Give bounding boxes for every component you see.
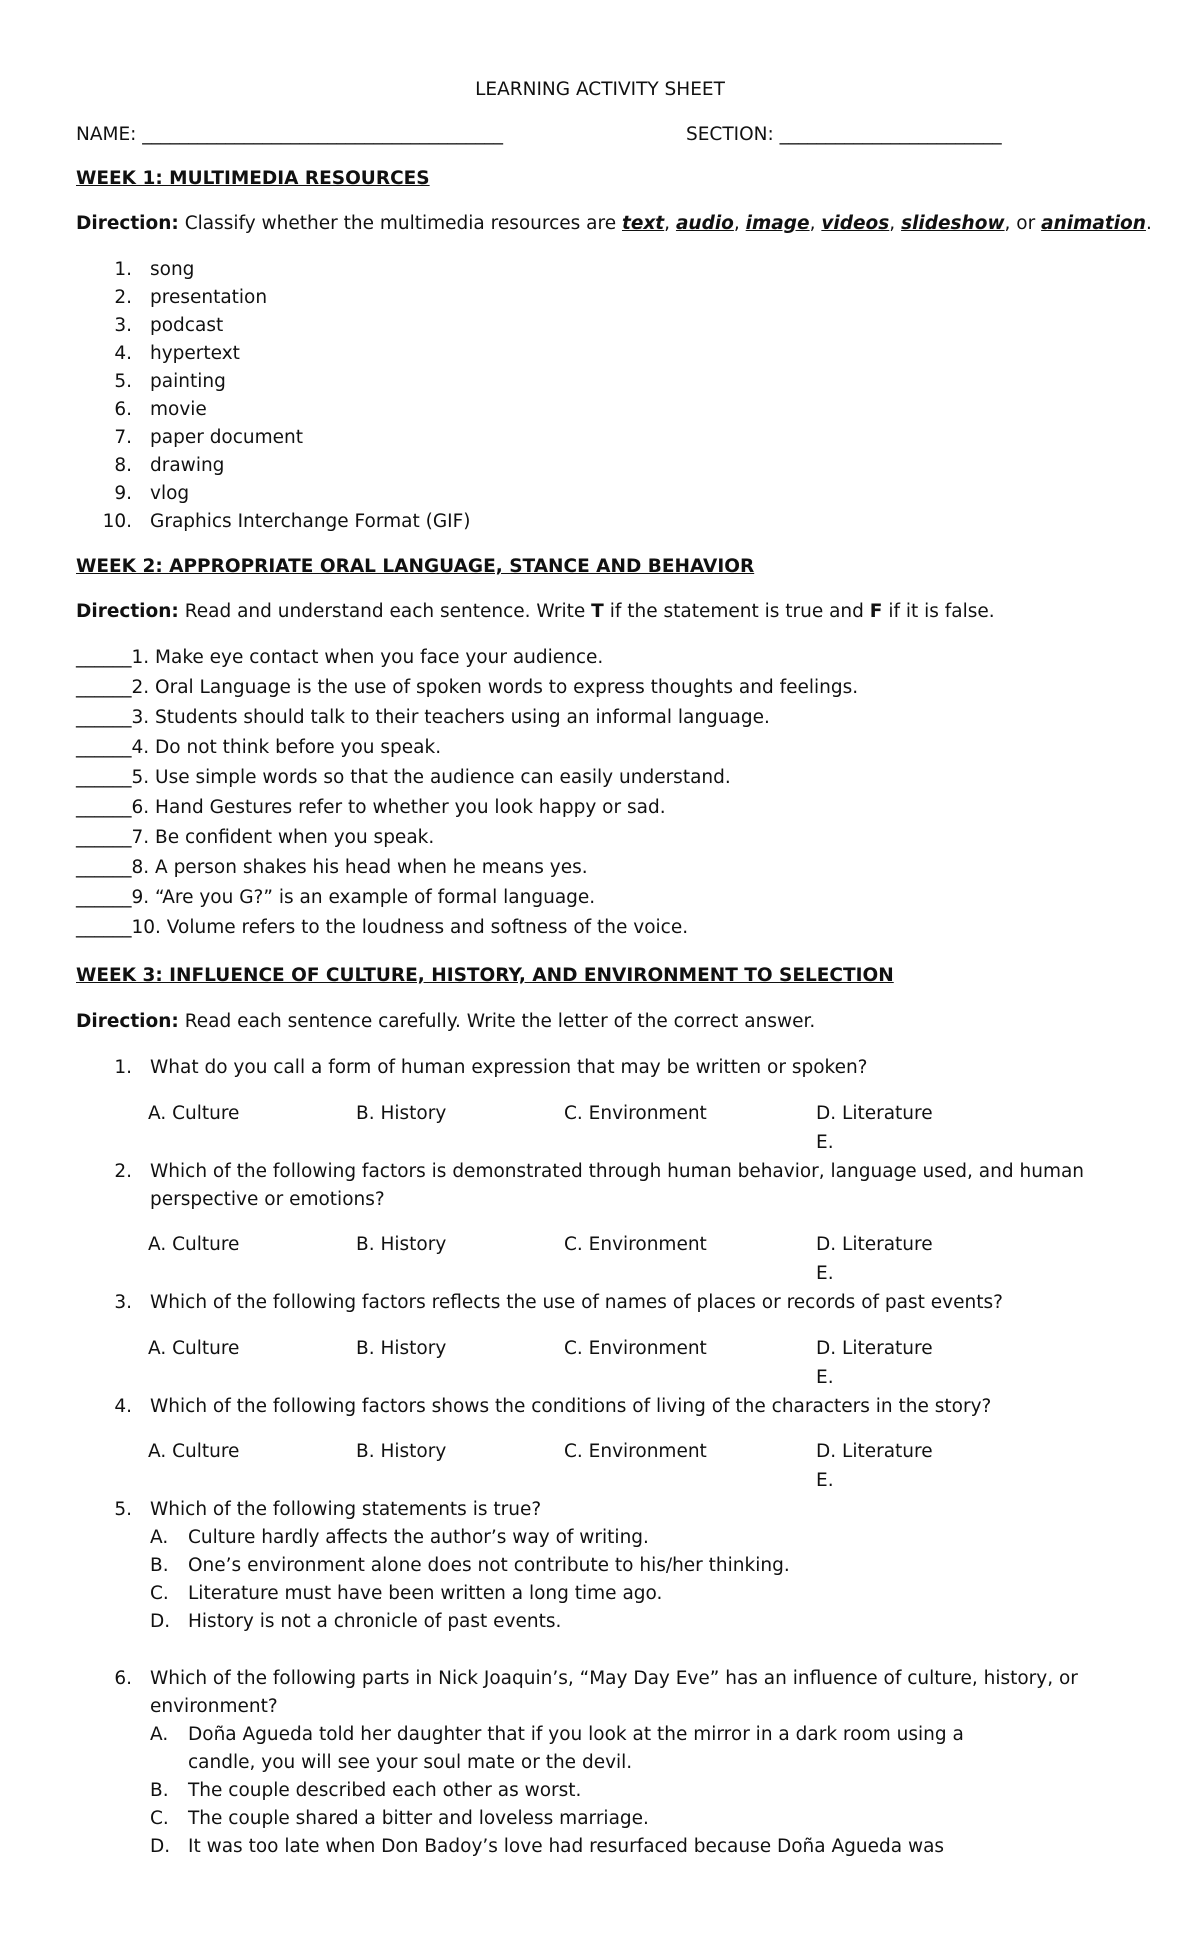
option-videos: videos (821, 213, 890, 234)
choice-e: E. (816, 1470, 834, 1491)
option-letter: A. (150, 1724, 169, 1745)
true-false-item: ______2. Oral Language is the use of spoken words to express thoughts and feelings. (76, 677, 859, 698)
name-label: NAME: (76, 124, 137, 145)
list-item: movie (150, 399, 207, 420)
option-animation: animation (1041, 213, 1146, 234)
true-false-item: ______9. “Are you G?” is an example of formal language. (76, 887, 596, 908)
question-number: 2. (114, 1161, 132, 1182)
option-letter: C. (150, 1808, 169, 1829)
option-text: History is not a chronicle of past events. (188, 1611, 562, 1632)
option-letter: D. (150, 1611, 171, 1632)
sep: , or (1004, 213, 1036, 234)
true-false-item: ______6. Hand Gestures refer to whether you look happy or sad. (76, 797, 666, 818)
item-number: 8. (114, 455, 132, 476)
option-text: Literature must have been written a long time ago. (188, 1583, 663, 1604)
choice-e: E. (816, 1263, 834, 1284)
choice-c: C. Environment (564, 1338, 707, 1359)
choice-a: A. Culture (148, 1338, 240, 1359)
section-label: SECTION: (686, 124, 774, 145)
option-letter: C. (150, 1583, 169, 1604)
option-letter: B. (150, 1780, 169, 1801)
sep: . (1145, 213, 1152, 234)
false-letter: F (869, 601, 883, 622)
true-false-item: ______5. Use simple words so that the audience can easily understand. (76, 767, 731, 788)
choice-c: C. Environment (564, 1234, 707, 1255)
option-audio: audio (675, 213, 734, 234)
sep: , (664, 213, 671, 234)
option-text-cont: candle, you will see your soul mate or the devil. (188, 1752, 633, 1773)
option-text: Culture hardly affects the author’s way of writing. (188, 1527, 649, 1548)
list-item: Graphics Interchange Format (GIF) (150, 511, 471, 532)
name-blank[interactable]: _______________________________________ (142, 124, 504, 145)
direction-label: Direction: (76, 1011, 179, 1032)
choice-a: A. Culture (148, 1441, 240, 1462)
question-text-cont: environment? (150, 1696, 278, 1717)
choice-b: B. History (356, 1338, 447, 1359)
direction-text: if the statement is true and (609, 601, 864, 622)
option-image: image (745, 213, 810, 234)
choice-d: D. Literature (816, 1338, 933, 1359)
list-item: podcast (150, 315, 224, 336)
item-number: 1. (114, 259, 132, 280)
list-item: presentation (150, 287, 268, 308)
list-item: painting (150, 371, 226, 392)
option-letter: A. (150, 1527, 169, 1548)
question-text: What do you call a form of human expression that may be written or spoken? (150, 1057, 868, 1078)
list-item: paper document (150, 427, 304, 448)
true-false-item: ______1. Make eye contact when you face your audience. (76, 647, 604, 668)
item-number: 7. (114, 427, 132, 448)
question-text: Which of the following factors shows the conditions of living of the characters in the story? (150, 1396, 992, 1417)
question-text: Which of the following statements is true? (150, 1499, 542, 1520)
week3-heading: WEEK 3: INFLUENCE OF CULTURE, HISTORY, AND ENVIRONMENT TO SELECTION (76, 965, 894, 986)
direction-text: Read each sentence carefully. Write the letter of the correct answer. (184, 1011, 816, 1032)
week2-heading: WEEK 2: APPROPRIATE ORAL LANGUAGE, STANCE AND BEHAVIOR (76, 556, 755, 577)
name-field[interactable] (76, 124, 503, 145)
sep: , (889, 213, 896, 234)
question-text: Which of the following factors reflects the use of names of places or records of past events? (150, 1292, 1003, 1313)
option-slideshow: slideshow (901, 213, 1005, 234)
option-text: The couple described each other as worst. (188, 1780, 582, 1801)
question-number: 6. (114, 1668, 132, 1689)
direction-text: Classify whether the multimedia resources are (184, 213, 617, 234)
item-number: 6. (114, 399, 132, 420)
question-number: 4. (114, 1396, 132, 1417)
question-number: 5. (114, 1499, 132, 1520)
question-number: 1. (114, 1057, 132, 1078)
option-letter: B. (150, 1555, 169, 1576)
section-blank[interactable]: ________________________ (779, 124, 1002, 145)
true-letter: T (591, 601, 604, 622)
item-number: 4. (114, 343, 132, 364)
option-letter: D. (150, 1836, 171, 1857)
section-field[interactable] (686, 124, 1002, 145)
item-number: 10. (102, 511, 132, 532)
choice-c: C. Environment (564, 1441, 707, 1462)
week3-direction (76, 1011, 815, 1032)
option-text: One’s environment alone does not contribute to his/her thinking. (188, 1555, 790, 1576)
item-number: 9. (114, 483, 132, 504)
sep: , (809, 213, 816, 234)
choice-e: E. (816, 1132, 834, 1153)
choice-b: B. History (356, 1441, 447, 1462)
item-number: 3. (114, 315, 132, 336)
true-false-item: ______10. Volume refers to the loudness and softness of the voice. (76, 917, 689, 938)
week2-direction (76, 601, 995, 622)
choice-d: D. Literature (816, 1441, 933, 1462)
direction-label: Direction: (76, 213, 179, 234)
list-item: hypertext (150, 343, 240, 364)
list-item: song (150, 259, 195, 280)
question-text: Which of the following parts in Nick Joaquin’s, “May Day Eve” has an influence of culture, history, or (150, 1668, 1078, 1689)
item-number: 5. (114, 371, 132, 392)
week1-direction (76, 213, 1152, 234)
option-text: text (621, 213, 665, 234)
question-text-cont: perspective or emotions? (150, 1189, 385, 1210)
true-false-item: ______8. A person shakes his head when he means yes. (76, 857, 588, 878)
option-text: The couple shared a bitter and loveless marriage. (188, 1808, 649, 1829)
sheet-title: LEARNING ACTIVITY SHEET (475, 79, 725, 100)
direction-text: if it is false. (888, 601, 995, 622)
item-number: 2. (114, 287, 132, 308)
week1-heading: WEEK 1: MULTIMEDIA RESOURCES (76, 168, 430, 189)
choice-a: A. Culture (148, 1234, 240, 1255)
option-text: Doña Agueda told her daughter that if you look at the mirror in a dark room using a (188, 1724, 964, 1745)
true-false-item: ______3. Students should talk to their teachers using an informal language. (76, 707, 770, 728)
choice-d: D. Literature (816, 1234, 933, 1255)
sep: , (733, 213, 740, 234)
option-text: It was too late when Don Badoy’s love had resurfaced because Doña Agueda was (188, 1836, 945, 1857)
direction-label: Direction: (76, 601, 179, 622)
list-item: drawing (150, 455, 225, 476)
choice-c: C. Environment (564, 1103, 707, 1124)
direction-text: Read and understand each sentence. Write (184, 601, 586, 622)
choice-e: E. (816, 1367, 834, 1388)
true-false-item: ______4. Do not think before you speak. (76, 737, 442, 758)
choice-b: B. History (356, 1103, 447, 1124)
question-text: Which of the following factors is demonstrated through human behavior, language used, and human (150, 1161, 1085, 1182)
choice-d: D. Literature (816, 1103, 933, 1124)
question-number: 3. (114, 1292, 132, 1313)
choice-b: B. History (356, 1234, 447, 1255)
true-false-item: ______7. Be confident when you speak. (76, 827, 435, 848)
choice-a: A. Culture (148, 1103, 240, 1124)
list-item: vlog (150, 483, 190, 504)
